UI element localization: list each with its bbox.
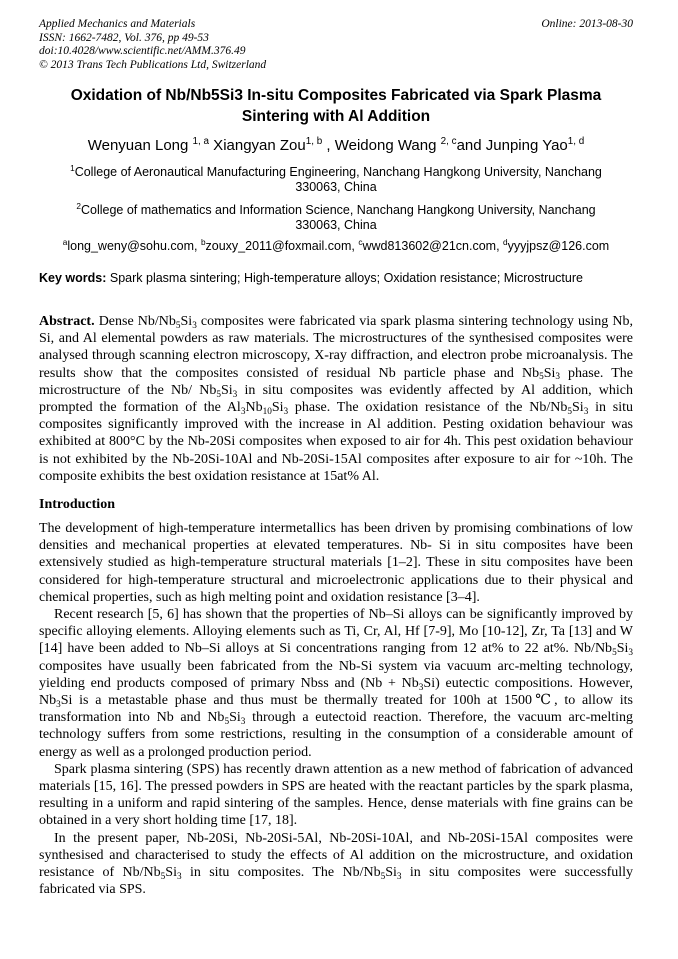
online-date: Online: 2013-08-30	[541, 18, 633, 30]
affiliation-1: $^1$College of Aeronautical Manufacturing Engineering, Nanchang Hangkong University, Nanchang 330063, China	[70, 163, 602, 194]
authors-line: Wenyuan Long $^{1, a}$ Xiangyan Zou$^{1, b}$ , Weidong Wang $^{2, c}$and Junping Yao$^{1, d}$	[87, 136, 585, 154]
page-header	[39, 18, 633, 72]
intro-paragraph-4: In the present paper, Nb-20Si, Nb-20Si-5Al, Nb-20Si-10Al, and Nb-20Si-15Al composites were synthesised and characterised to study the effects of Al addition on the microstructure, and oxidation resistance of $Nb/Nb_5Si_3$ in situ composites. The $Nb/Nb_5Si_3$ in situ composites were successfully fabricated via SPS.	[39, 830, 634, 898]
keywords-text: Spark plasma sintering; High-temperature alloys; Oxidation resistance; Microstructure	[106, 271, 583, 285]
intro-paragraph-3: Spark plasma sintering (SPS) has recently drawn attention as a new method of fabrication of advanced materials [15, 16]. The pressed powders in SPS are heated with the reactant particles by the spark plasma, resulting in a uniform and rapid sintering of the samples. Hence, dense materials with fine grains can be obtained in a very short holding time [17, 18].	[39, 761, 633, 829]
journal-title: Applied Mechanics and Materials	[39, 18, 196, 30]
abstract-label: Abstract.	[39, 314, 95, 329]
keywords-line	[39, 271, 633, 286]
emails-line: $^a$long_weny@sohu.com, $^b$zouxy_2011@foxmail.com, $^c$wwd813602@21cn.com, $^d$yyyjpsz@126.com	[62, 237, 610, 253]
paper-title: Oxidation of Nb/Nb5Si3 In-situ Composites Fabricated via Spark Plasma Sintering with Al Addition	[70, 87, 602, 125]
abstract-text: Dense $Nb/Nb_5Si_3$ composites were fabricated via spark plasma sintering technology using Nb, Si, and Al elemental powders as raw materials. The microstructures of the synthesised composites were analysed through scanning electron microscopy, X-ray diffraction, and electron probe microanalysis. The results show that the composites consisted of residual Nb particle phase and $Nb_5Si_3$ phase. The microstructure of the Nb/ $Nb_5Si_3$ in situ composites was evidently affected by Al addition, which prompted the formation of the $Al_3Nb_{10}Si_3$ phase. The oxidation resistance of the $Nb/Nb_5Si_3$ in situ composites significantly improved with the increase in Al addition. Pesting oxidation behaviour was exhibited at 800°C by the Nb-20Si composites when exposed to air for 4h. This pest oxidation behaviour is not exhibited by the Nb-20Si-10Al and Nb-20Si-15Al composites after exposure to air for ~10h. The composite exhibits the best oxidation resistance at 15at% Al.	[39, 314, 634, 484]
journal-info-block	[39, 18, 266, 72]
keywords-label: Key words:	[39, 271, 107, 285]
section-heading-introduction: Introduction	[39, 497, 115, 513]
copyright-line: © 2013 Trans Tech Publications Ltd, Switzerland	[39, 58, 267, 71]
intro-paragraph-1: The development of high-temperature intermetallics has been driven by promising combinations of low densities and mechanical properties at elevated temperatures. Nb- Si in situ composites have been extensively studied as high-temperature structural materials [1–2]. These in situ composites have been considered for high-temperature structural and microelectronic applications due to their physical and chemical properties, such as high melting point and oxidation resistance [3–4].	[39, 521, 633, 605]
abstract-paragraph	[39, 313, 633, 485]
affiliation-2: $^2$College of mathematics and Information Science, Nanchang Hangkong University, Nanchang 330063, China	[76, 201, 596, 232]
issn-line: ISSN: 1662-7482, Vol. 376, pp 49-53	[39, 31, 209, 44]
intro-paragraph-2: Recent research [5, 6] has shown that the properties of Nb–Si alloys can be significantly improved by specific alloying elements. Alloying elements such as Ti, Cr, Al, Hf [7-9], Mo [10-12], Zr, Ta [13] and W [14] have been added to Nb–Si alloys at Si concentrations ranging from 12 at% to 22 at%. $Nb/Nb_5Si_3$ composites have usually been fabricated from the Nb-Si system via vacuum arc-melting technology, yielding end products composed of primary Nbss and $(Nb + Nb_3Si)$ eutectic compositions. However, $Nb_3Si$ is a metastable phase and thus must be thermally treated for 100h at 1500℃, to allow its transformation into Nb and $Nb_5Si_3$ through a eutectoid reaction. Therefore, the vacuum arc-melting technology suffers from some restrictions, resulting in the consumption of a considerable amount of energy as well as a prolonged production period.	[39, 607, 634, 760]
doi-line: doi:10.4028/www.scientific.net/AMM.376.49	[39, 45, 246, 57]
